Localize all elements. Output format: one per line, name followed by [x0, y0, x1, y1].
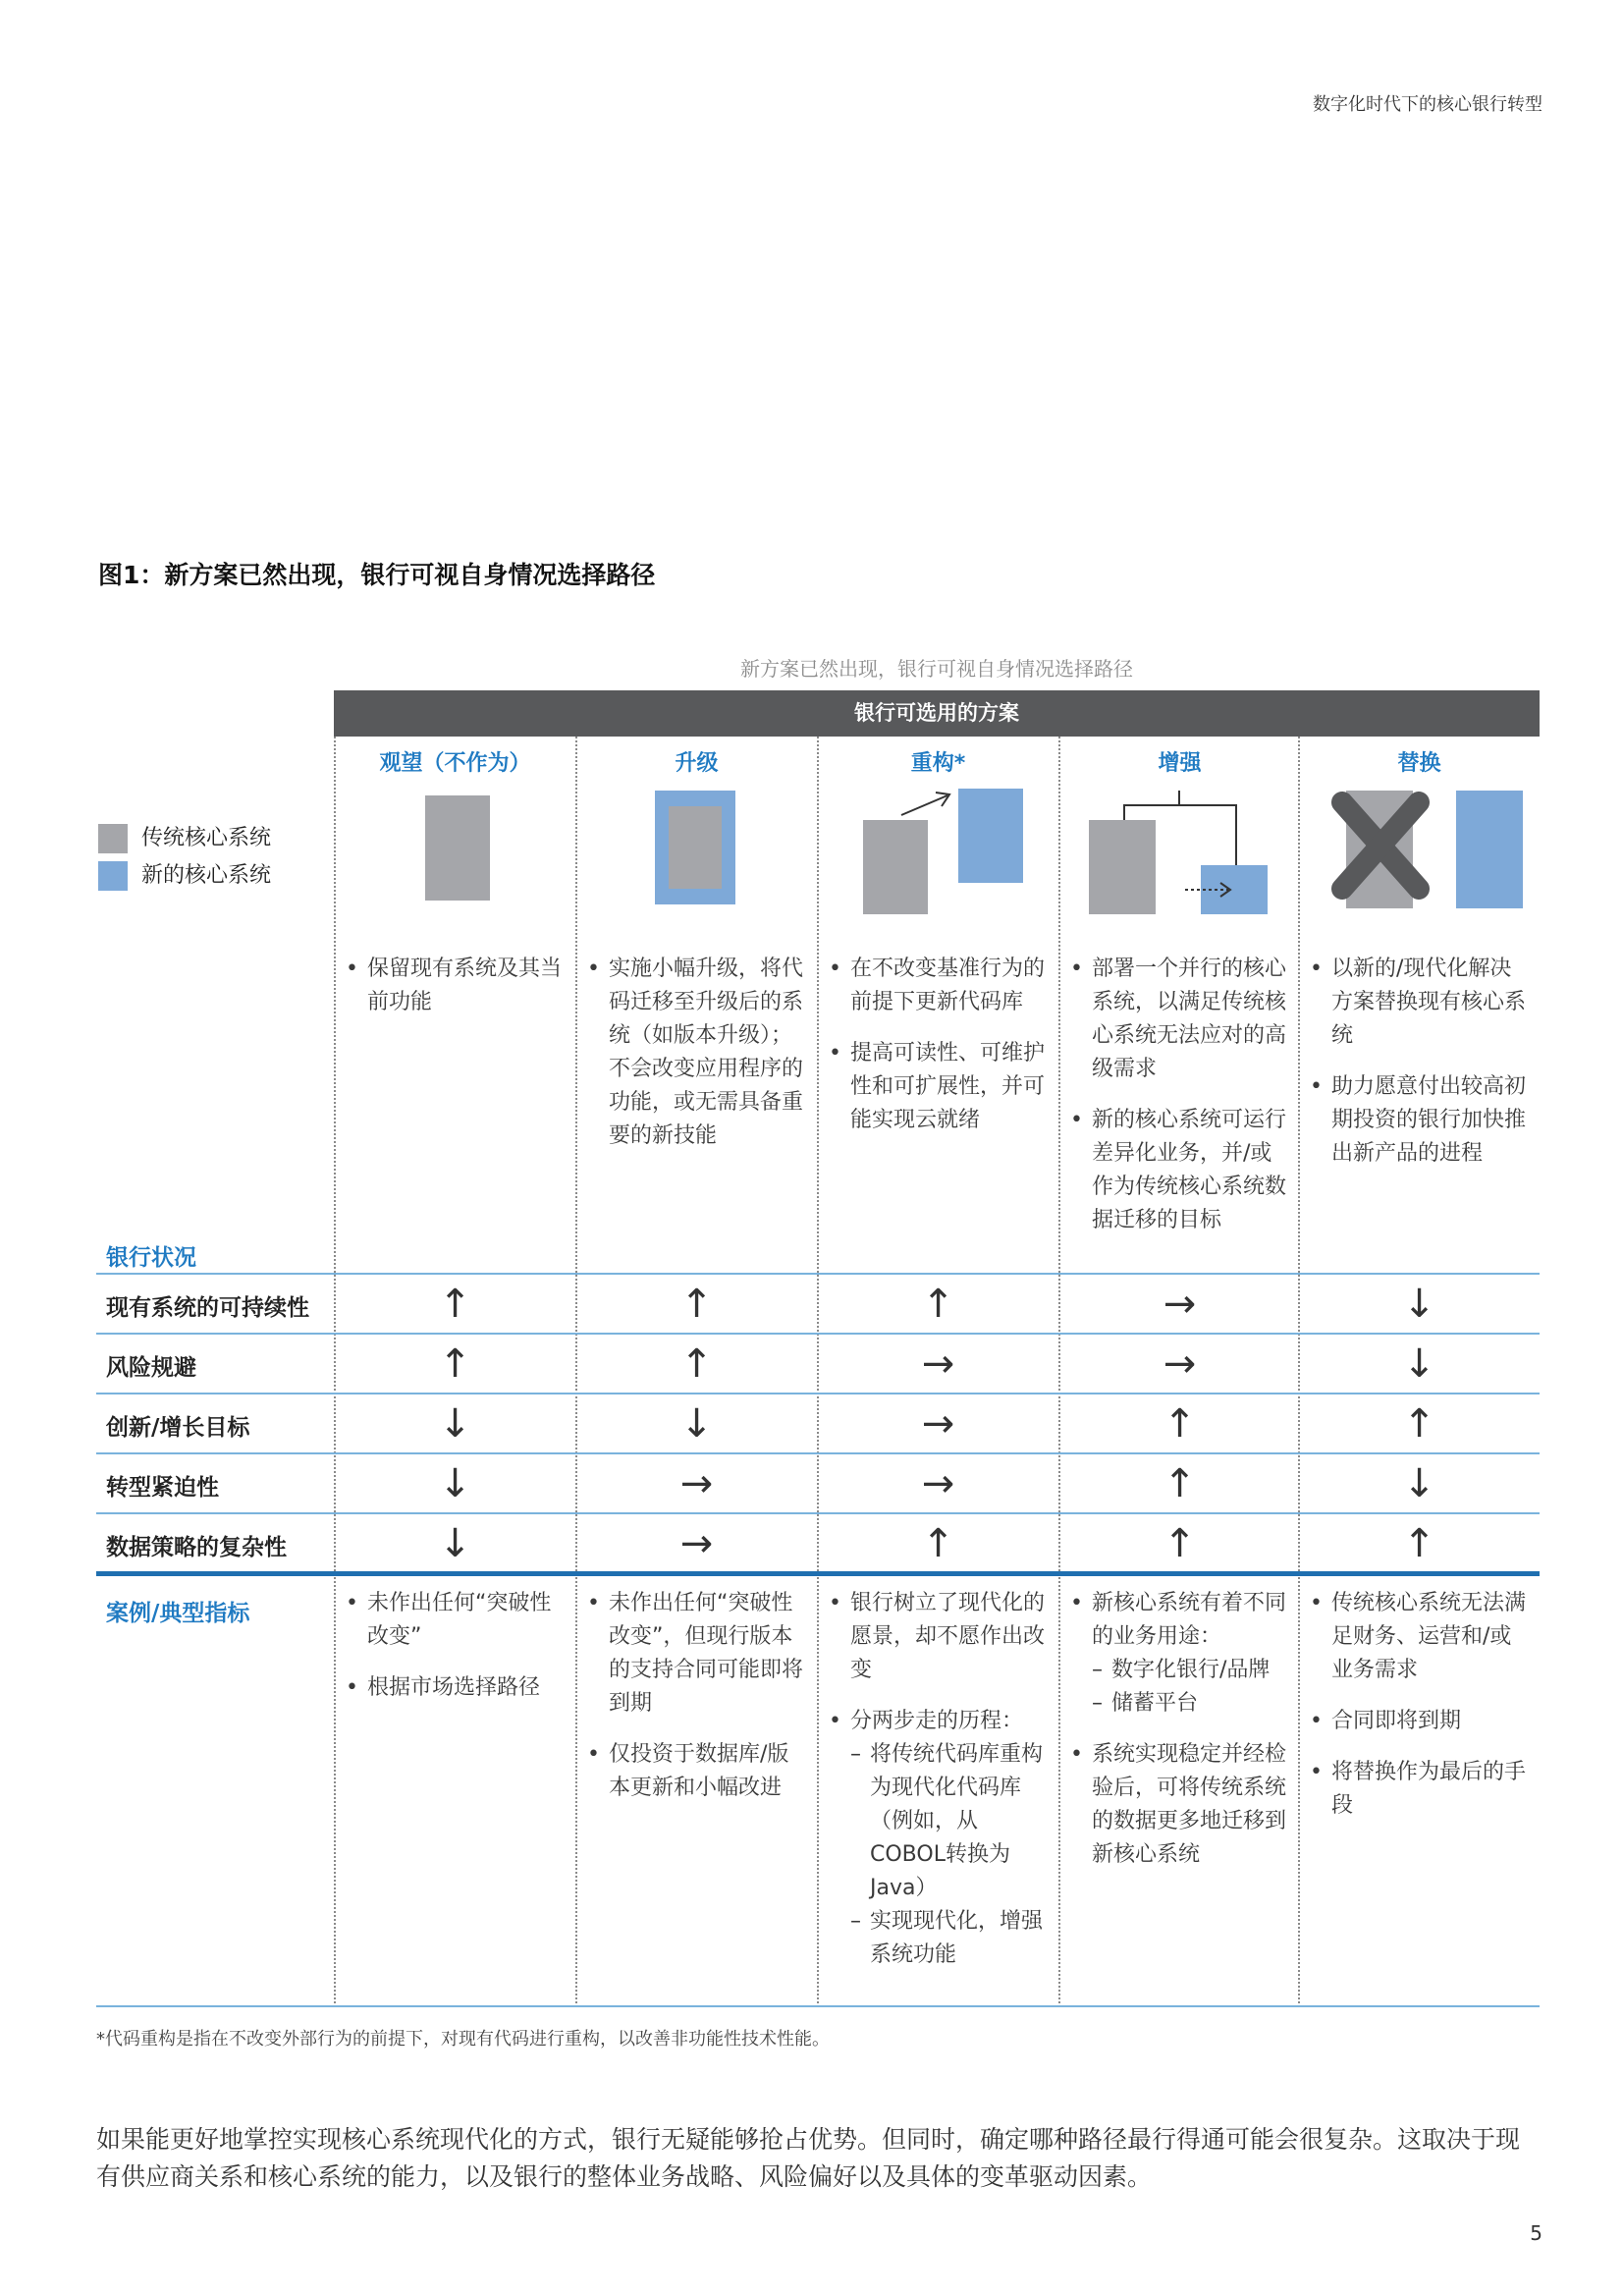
list-item: • 实施小幅升级，将代码迁移至升级后的系统（如版本升级）；不会改变应用程序的功能，或无需具备重要的新技能 [587, 953, 805, 1153]
arrow-right-icon: → [921, 1341, 955, 1387]
legend-new-swatch [98, 861, 128, 891]
arrow-up-icon: ↑ [1163, 1461, 1197, 1506]
running-header: 数字化时代下的核心银行转型 [1313, 94, 1542, 115]
cases-column [346, 1587, 564, 1722]
list-item-text: • 传统核心系统无法满足财务、运营和/或业务需求 [1331, 1591, 1527, 1682]
options-banner: 银行可选用的方案 [334, 690, 1540, 737]
legend-new: 新的核心系统 [98, 858, 271, 891]
list-item-text: • 合同即将到期 [1331, 1709, 1462, 1733]
status-row-label: 转型紧迫性 [106, 1475, 219, 1501]
description-enhance [1070, 953, 1288, 1255]
list-item-text: • 根据市场选择路径 [367, 1675, 541, 1700]
new-system-box [1456, 791, 1523, 908]
arrow-right-icon: → [921, 1401, 955, 1447]
sub-list-item: – 将传统代码库重构为现代化代码库（例如，从COBOL转换为Java） [850, 1738, 1047, 1905]
list-item [346, 1671, 564, 1705]
table-bottom-line [96, 2005, 1540, 2007]
arrow-up-icon: ↑ [921, 1521, 955, 1566]
diagram-enhance [1059, 781, 1300, 928]
column-title-replace: 替换 [1397, 751, 1441, 776]
row-divider [96, 1273, 1540, 1275]
footnote: *代码重构是指在不改变外部行为的前提下，对现有代码进行重构，以改善非功能性技术性能。 [96, 2029, 830, 2050]
arrow-up-icon: ↑ [1402, 1521, 1436, 1566]
cases-column [587, 1587, 805, 1823]
list-item-text: • 新核心系统有着不同的业务用途： [1092, 1591, 1287, 1649]
arrow-down-icon: ↓ [438, 1461, 472, 1506]
status-row-label: 创新/增长目标 [106, 1415, 250, 1441]
list-item [1310, 1587, 1528, 1687]
cases-column [829, 1587, 1047, 1990]
new-system-box [958, 789, 1023, 883]
list-item [829, 1705, 1047, 1972]
arrow-down-icon: ↓ [438, 1401, 472, 1447]
list-item-text: • 仅投资于数据库/版本更新和小幅改进 [609, 1742, 789, 1800]
diagram-replace [1299, 781, 1540, 928]
arrow-down-icon: ↓ [679, 1401, 714, 1447]
list-item-text: • 系统实现稳定并经检验后，可将传统系统的数据更多地迁移到新核心系统 [1092, 1742, 1287, 1867]
row-divider [96, 1452, 1540, 1454]
arrow-up-icon: ↑ [1163, 1401, 1197, 1447]
legacy-system-box [669, 806, 722, 889]
diagram-refactor [818, 781, 1058, 928]
legacy-system-box [425, 795, 490, 901]
column-title-refactor: 重构* [910, 751, 966, 776]
legend-legacy-swatch [98, 824, 128, 853]
cases-section-label: 案例/典型指标 [106, 1601, 250, 1626]
page-number: 5 [1530, 2221, 1542, 2245]
list-item [346, 1587, 564, 1654]
body-paragraph: 如果能更好地掌控实现核心系统现代化的方式，银行无疑能够抢占优势。但同时，确定哪种路径最行得通可能会很复杂。这取决于现有供应商关系和核心系统的能力，以及银行的整体业务战略、风险偏好以及具体的变革驱动因素。 [96, 2125, 1521, 2191]
arrow-down-icon: ↓ [438, 1521, 472, 1566]
sub-list-item: – 储蓄平台 [1092, 1687, 1288, 1721]
column-title-enhance: 增强 [1158, 751, 1202, 776]
list-item [587, 1738, 805, 1805]
arrow-right-icon: → [1163, 1282, 1197, 1327]
legacy-system-box [1089, 820, 1156, 914]
list-item [829, 1587, 1047, 1687]
arrow-down-icon: ↓ [1402, 1461, 1436, 1506]
list-item [1310, 1756, 1528, 1823]
sub-list-item: – 数字化银行/品牌 [1092, 1654, 1288, 1687]
list-item: • 以新的/现代化解决方案替换现有核心系统 [1310, 953, 1528, 1053]
list-item: • 提高可读性、可维护性和可扩展性，并可能实现云就绪 [829, 1037, 1047, 1137]
diagram-wait [335, 781, 575, 928]
row-divider [96, 1512, 1540, 1514]
list-item: • 在不改变基准行为的前提下更新代码库 [829, 953, 1047, 1019]
status-row-label: 数据策略的复杂性 [106, 1535, 287, 1560]
status-row-label: 现有系统的可持续性 [106, 1295, 309, 1321]
list-item [1070, 1587, 1288, 1721]
description-replace [1310, 953, 1528, 1188]
arrow-up-icon: ↑ [1163, 1521, 1197, 1566]
arrow-down-icon: ↓ [1402, 1282, 1436, 1327]
list-item-text: • 分两步走的历程： [850, 1709, 1024, 1733]
list-item [1310, 1705, 1528, 1738]
list-item [587, 1587, 805, 1721]
list-item-text: • 未作出任何“突破性改变” [367, 1591, 552, 1649]
row-divider [96, 1333, 1540, 1335]
arrow-right-icon: → [921, 1461, 955, 1506]
arrow-up-icon: ↑ [438, 1282, 472, 1327]
legend-legacy: 传统核心系统 [98, 821, 271, 853]
description-upgrade [587, 953, 805, 1171]
arrow-right-icon: → [679, 1521, 714, 1566]
section-divider [96, 1571, 1540, 1576]
cases-column [1070, 1587, 1288, 1889]
column-title-upgrade: 升级 [675, 751, 719, 776]
arrow-right-icon: → [679, 1461, 714, 1506]
arrow-up-icon: ↑ [438, 1341, 472, 1387]
description-wait [346, 953, 564, 1037]
sub-list-item: – 实现现代化，增强系统功能 [850, 1905, 1047, 1972]
arrow-up-icon: ↑ [1402, 1401, 1436, 1447]
arrow-up-icon: ↑ [921, 1282, 955, 1327]
status-row-label: 风险规避 [106, 1355, 196, 1381]
list-item-text: • 银行树立了现代化的愿景，却不愿作出改变 [850, 1591, 1046, 1682]
figure-title: 图1：新方案已然出现，银行可视自身情况选择路径 [98, 561, 656, 589]
list-item-text: • 将替换作为最后的手段 [1331, 1760, 1527, 1818]
arrow-right-icon: → [1163, 1341, 1197, 1387]
cases-column [1310, 1587, 1528, 1840]
arrow-up-icon: ↑ [679, 1282, 714, 1327]
list-item: • 部署一个并行的核心系统，以满足传统核心系统无法应对的高级需求 [1070, 953, 1288, 1086]
status-section-label: 银行状况 [106, 1245, 196, 1271]
description-refactor [829, 953, 1047, 1155]
column-title-wait: 观望（不作为） [379, 751, 531, 776]
arrow-up-icon: ↑ [679, 1341, 714, 1387]
list-item: • 新的核心系统可运行差异化业务，并/或作为传统核心系统数据迁移的目标 [1070, 1104, 1288, 1237]
legacy-system-box [863, 820, 928, 914]
list-item: • 保留现有系统及其当前功能 [346, 953, 564, 1019]
list-item [1070, 1738, 1288, 1872]
list-item-text: • 未作出任何“突破性改变”，但现行版本的支持合同可能即将到期 [609, 1591, 804, 1716]
arrow-down-icon: ↓ [1402, 1341, 1436, 1387]
row-divider [96, 1393, 1540, 1394]
diagram-upgrade [576, 781, 817, 928]
list-item: • 助力愿意付出较高初期投资的银行加快推出新产品的进程 [1310, 1070, 1528, 1171]
figure-subtitle: 新方案已然出现，银行可视自身情况选择路径 [740, 657, 1133, 681]
